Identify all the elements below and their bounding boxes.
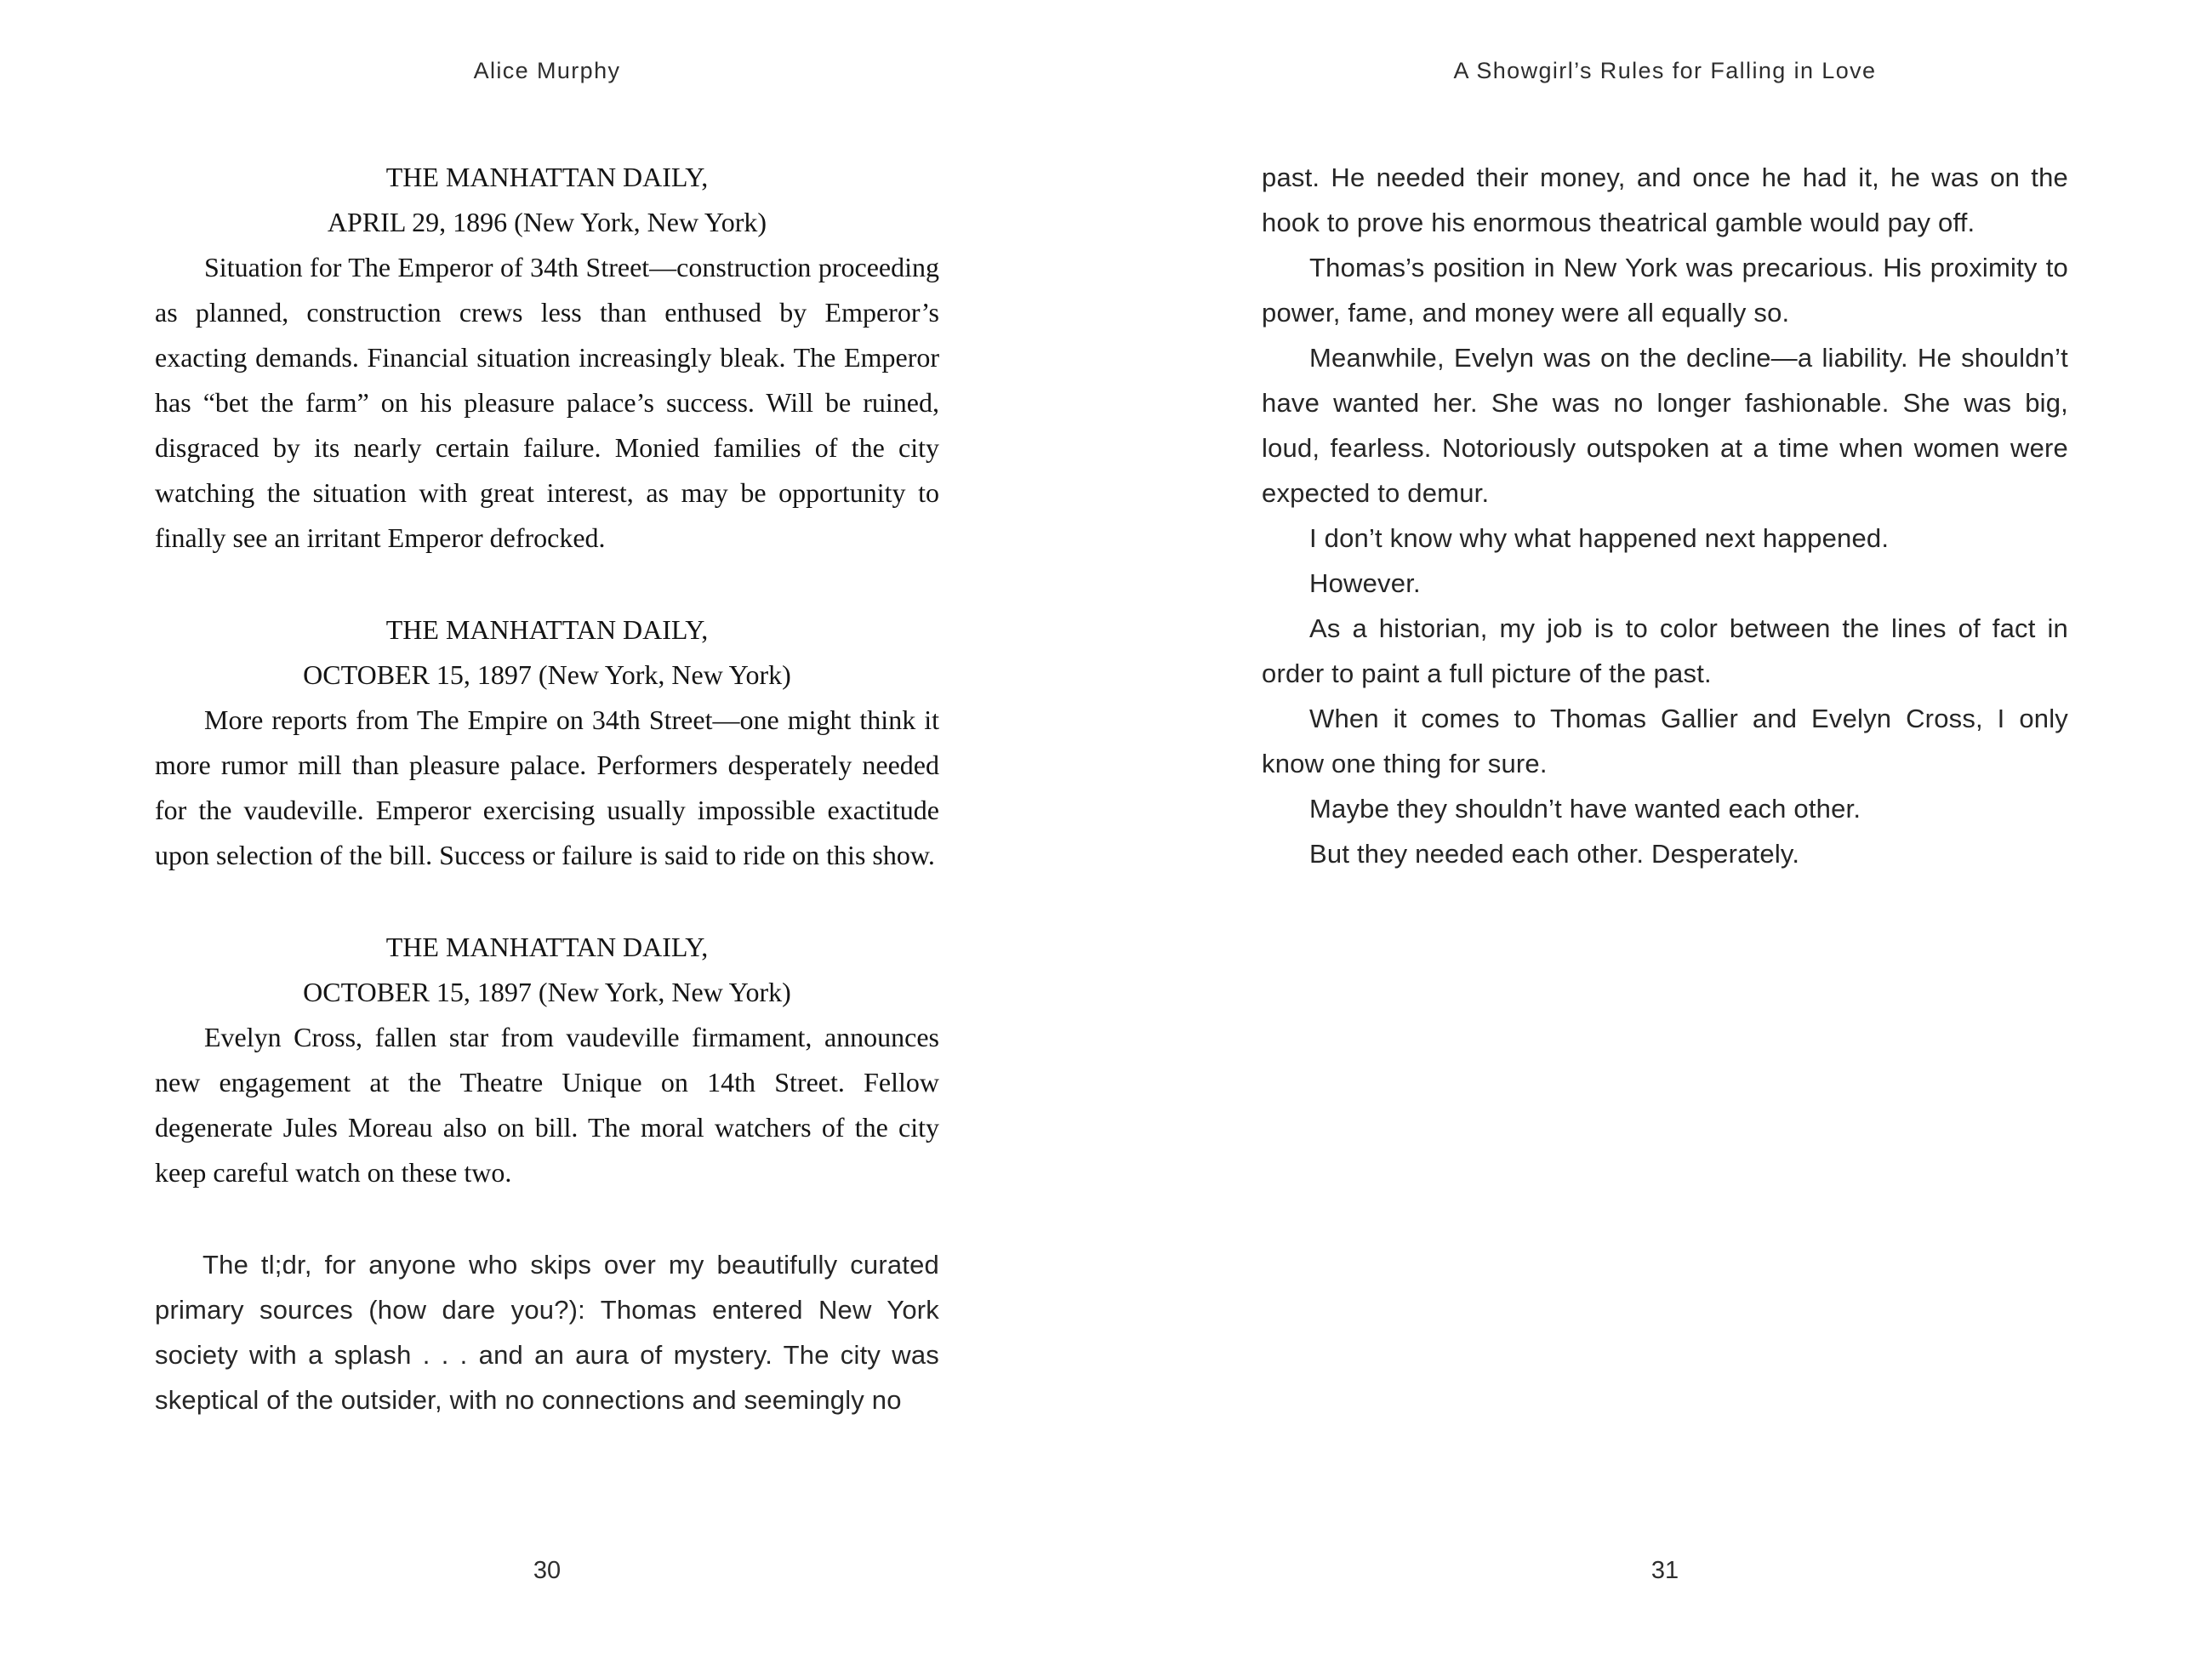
page-left (155, 0, 939, 1659)
running-head-author: Alice Murphy (473, 58, 621, 83)
page-left-content (155, 155, 939, 1422)
newspaper-title: THE MANHATTAN DAILY, (385, 162, 709, 192)
page-right (1262, 0, 2068, 1659)
paragraph: I don’t know why what happened next happened. (1309, 523, 1890, 553)
newspaper-excerpt-3 (155, 925, 939, 1195)
paragraph: As a historian, my job is to color between the lines of fact in order to paint a full picture of the past. (1262, 613, 2068, 688)
newspaper-excerpt-2 (155, 607, 939, 878)
newspaper-body: More reports from The Empire on 34th Street—one might think it more rumor mill than pleasure palace. Performers desperately needed for the vaudeville. Emperor exercising usually impossible exactitude upon selection of the bill. Success or failure is said to ride on this show. (155, 704, 939, 870)
newspaper-title: THE MANHATTAN DAILY, (385, 614, 709, 645)
page-number-left: 30 (533, 1557, 562, 1584)
paragraph: The tl;dr, for anyone who skips over my beautifully curated primary sources (how dare you?): Thomas entered New York society with a splash . . . and an aura of mystery. The city was skeptical of the outsider, with no connections and seemingly no (155, 1250, 939, 1415)
newspaper-dateline: APRIL 29, 1896 (New York, New York) (327, 207, 767, 237)
newspaper-title: THE MANHATTAN DAILY, (385, 932, 709, 962)
narrative-text-left (155, 1242, 939, 1422)
paragraph: However. (1309, 568, 1421, 598)
paragraph: Meanwhile, Evelyn was on the decline—a liability. He shouldn’t have wanted her. She was no longer fashionable. She was big, loud, fearless. Notoriously outspoken at a time when women were expected to demur. (1262, 343, 2068, 508)
paragraph: Maybe they shouldn’t have wanted each other. (1309, 794, 1861, 824)
paragraph: When it comes to Thomas Gallier and Evelyn Cross, I only know one thing for sure. (1262, 704, 2068, 778)
running-head-title: A Showgirl’s Rules for Falling in Love (1453, 58, 1877, 83)
newspaper-excerpt-1 (155, 155, 939, 561)
newspaper-body: Situation for The Emperor of 34th Street—construction proceeding as planned, construction crews less than enthused by Emperor’s exacting demands. Financial situation increasingly bleak. The Emperor has “bet the farm” on his pleasure palace’s success. Will be ruined, disgraced by its nearly certain failure. Monied families of the city watching the situation with great interest, as may be opportunity to finally see an irritant Emperor defrocked. (155, 252, 939, 553)
paragraph: Thomas’s position in New York was precarious. His proximity to power, fame, and money were all equally so. (1262, 253, 2068, 328)
paragraph: past. He needed their money, and once he had it, he was on the hook to prove his enormous theatrical gamble would pay off. (1262, 162, 2068, 237)
newspaper-dateline: OCTOBER 15, 1897 (New York, New York) (303, 659, 791, 690)
page-number-right: 31 (1650, 1557, 1679, 1584)
newspaper-dateline: OCTOBER 15, 1897 (New York, New York) (303, 977, 791, 1007)
newspaper-body: Evelyn Cross, fallen star from vaudeville firmament, announces new engagement at the Theatre Unique on 14th Street. Fellow degenerate Jules Moreau also on bill. The moral watchers of the city keep careful watch on these two. (155, 1022, 939, 1188)
paragraph: But they needed each other. Desperately. (1309, 839, 1800, 869)
narrative-text-right (1262, 155, 2068, 876)
